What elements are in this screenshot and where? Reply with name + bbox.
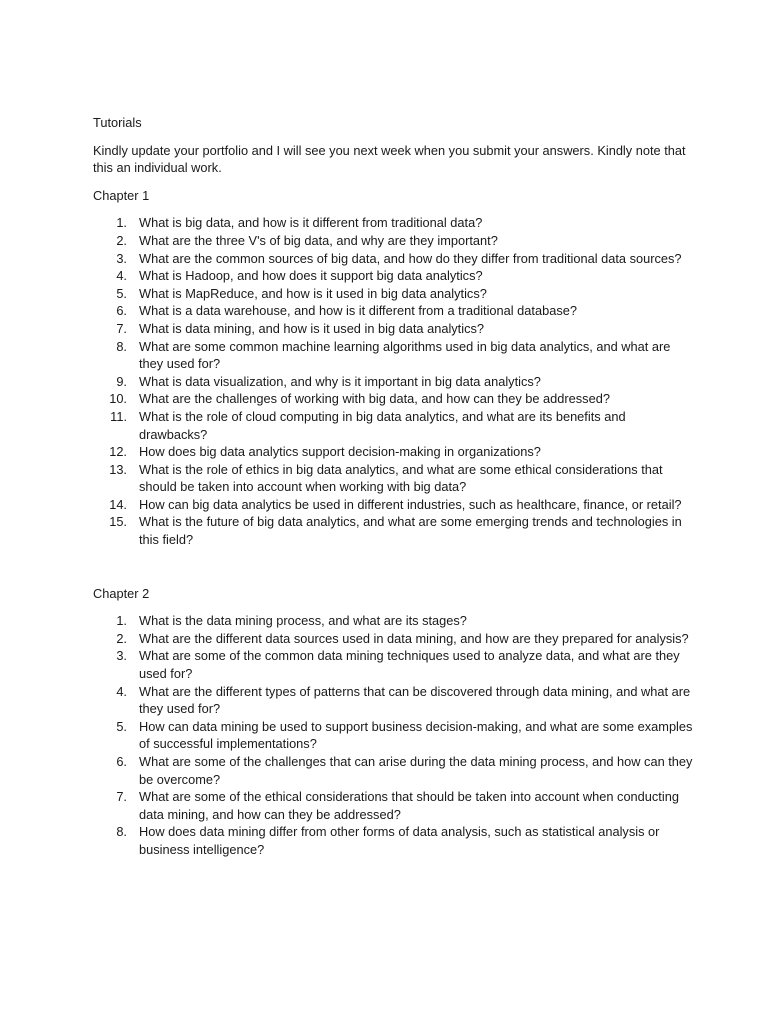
list-item bbox=[93, 788, 693, 823]
list-item bbox=[93, 232, 693, 250]
list-item-number: 4. bbox=[116, 683, 127, 699]
list-item-text: How can big data analytics be used in different industries, such as healthcare, finance, or retail? bbox=[139, 496, 682, 512]
list-item-text: What is data visualization, and why is it important in big data analytics? bbox=[139, 373, 541, 389]
list-item bbox=[93, 373, 693, 391]
chapter-2-heading: Chapter 2 bbox=[93, 585, 150, 601]
list-item-text: What are the common sources of big data, and how do they differ from traditional data sources? bbox=[139, 250, 682, 266]
list-item bbox=[93, 250, 693, 268]
list-item-number: 6. bbox=[116, 303, 127, 319]
list-item-number: 8. bbox=[116, 338, 127, 354]
list-item-number: 7. bbox=[116, 320, 127, 336]
list-item bbox=[93, 338, 693, 373]
list-item bbox=[93, 496, 693, 514]
list-item bbox=[93, 513, 693, 548]
list-item bbox=[93, 267, 693, 285]
list-item-number: 7. bbox=[116, 789, 127, 805]
list-item-number: 11. bbox=[110, 408, 127, 424]
list-item-text: What is MapReduce, and how is it used in big data analytics? bbox=[139, 285, 487, 301]
list-item bbox=[93, 408, 693, 443]
document-body bbox=[93, 114, 693, 859]
list-item-text: What is the future of big data analytics, and what are some emerging trends and technologies in this field? bbox=[139, 514, 682, 548]
list-item bbox=[93, 443, 693, 461]
chapter-2-question-list bbox=[93, 612, 693, 858]
list-item-text: What is the role of cloud computing in big data analytics, and what are its benefits and drawbacks? bbox=[139, 408, 626, 442]
list-item-number: 3. bbox=[116, 250, 127, 266]
list-item-number: 14. bbox=[109, 496, 127, 512]
list-item-number: 1. bbox=[116, 215, 127, 231]
list-item-text: What is Hadoop, and how does it support big data analytics? bbox=[139, 268, 483, 284]
list-item-number: 5. bbox=[116, 285, 127, 301]
list-item-number: 3. bbox=[116, 648, 127, 664]
list-item bbox=[93, 302, 693, 320]
list-item bbox=[93, 214, 693, 232]
intro-paragraph: Kindly update your portfolio and I will see you next week when you submit your answers. Kindly note that this an individual work. bbox=[93, 142, 686, 176]
list-item-text: What are some of the challenges that can arise during the data mining process, and how can they be overcome? bbox=[139, 754, 693, 787]
list-item-text: What are the challenges of working with big data, and how can they be addressed? bbox=[139, 391, 610, 407]
list-item-text: What is the role of ethics in big data analytics, and what are some ethical considerations that should be taken into account when working with big data? bbox=[139, 461, 663, 495]
list-item-text: What are some common machine learning algorithms used in big data analytics, and what are they used for? bbox=[139, 338, 671, 372]
list-item bbox=[93, 753, 693, 788]
list-item-text: How does data mining differ from other forms of data analysis, such as statistical analysis or business intelligence? bbox=[139, 824, 660, 857]
list-item-text: What are the different data sources used in data mining, and how are they prepared for analysis? bbox=[139, 630, 689, 646]
list-item-text: What is big data, and how is it different from traditional data? bbox=[139, 215, 483, 231]
list-item bbox=[93, 612, 693, 630]
list-item-text: What are the different types of patterns that can be discovered through data mining, and what are they used for? bbox=[139, 683, 691, 717]
list-item-text: What is the data mining process, and what are its stages? bbox=[139, 613, 467, 629]
document-title: Tutorials bbox=[93, 115, 142, 130]
list-item bbox=[93, 461, 693, 496]
list-item bbox=[93, 320, 693, 338]
list-item-text: What is a data warehouse, and how is it different from a traditional database? bbox=[139, 303, 577, 319]
list-item-number: 13. bbox=[109, 461, 127, 477]
list-item-text: What are some of the ethical considerations that should be taken into account when conducting data mining, and how can they be addressed? bbox=[139, 789, 679, 822]
list-item bbox=[93, 630, 693, 648]
list-item bbox=[93, 823, 693, 858]
list-item bbox=[93, 285, 693, 303]
list-item-number: 6. bbox=[116, 754, 127, 769]
chapter-1-heading: Chapter 1 bbox=[93, 187, 150, 203]
list-item-number: 10. bbox=[109, 391, 127, 407]
list-item-text: How does big data analytics support decision-making in organizations? bbox=[139, 444, 541, 460]
list-item-number: 5. bbox=[116, 718, 127, 734]
list-item-text: What are the three V's of big data, and why are they important? bbox=[139, 232, 498, 248]
list-item-number: 12. bbox=[109, 444, 127, 460]
list-item-number: 2. bbox=[116, 232, 127, 248]
list-item bbox=[93, 718, 693, 753]
list-item-number: 2. bbox=[116, 630, 127, 646]
list-item bbox=[93, 390, 693, 408]
chapter-1-question-list bbox=[93, 214, 693, 548]
list-item-number: 9. bbox=[116, 373, 127, 389]
list-item-number: 4. bbox=[116, 268, 127, 284]
list-item bbox=[93, 683, 693, 718]
list-item-text: What is data mining, and how is it used in big data analytics? bbox=[139, 320, 484, 336]
list-item bbox=[93, 647, 693, 682]
list-item-number: 8. bbox=[116, 824, 127, 840]
list-item-text: What are some of the common data mining techniques used to analyze data, and what are they used for? bbox=[139, 648, 680, 682]
list-item-number: 1. bbox=[116, 613, 127, 629]
list-item-text: How can data mining be used to support business decision-making, and what are some examples of successful implementations? bbox=[139, 718, 693, 752]
list-item-number: 15. bbox=[109, 514, 127, 530]
